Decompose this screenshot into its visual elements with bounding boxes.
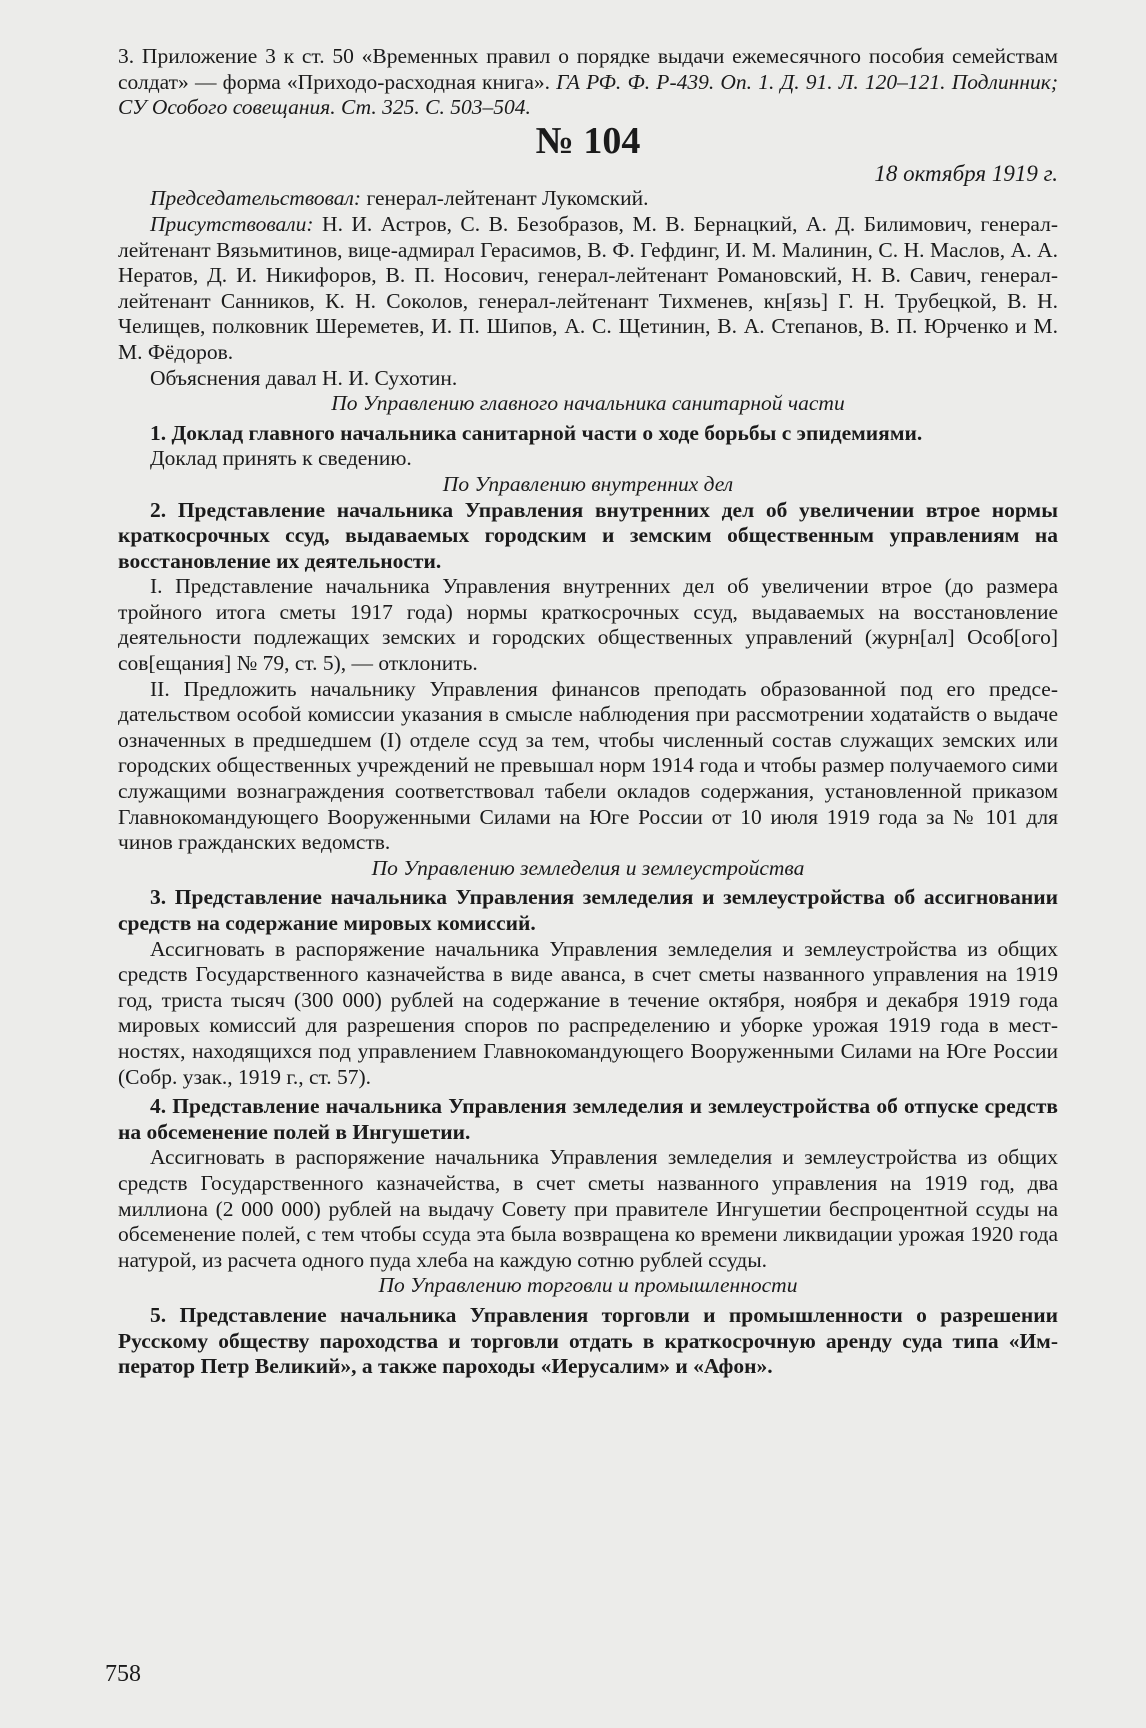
item-2-paragraph-1: I. Представление начальника Управления внутренних дел об увеличении втрое (до размера тройного итога сметы 1917 года) нормы краткосрочных ссуд, выдаваемых на восстановление деятельности подлежащих земских и городских общественных управлений (журн[ал] Особ[ого] сов[ещания] № 79, ст. 5), — отклонить. — [118, 574, 1058, 676]
chair-line — [118, 186, 1058, 212]
section-title-sanitary: По Управлению главного начальника санитарной части — [331, 391, 845, 416]
present-list — [118, 212, 1058, 366]
explanations-line: Объяснения давал Н. И. Сухотин. — [150, 365, 458, 390]
present-value: Н. И. Астров, С. В. Безобразов, М. В. Бернацкий, А. Д. Билимович, генерал-лейтенант Вязьмитинов, вице-адмирал Герасимов, В. Ф. Гефдинг, И. М. Малинин, С. Н. Маслов, А. А. Нератов, Д. И. Никифоров, В. П. Носович, генерал-лейтенант Романовский, Н. В. Савич, генерал-лейтенант Санников, К. Н. Соколов, генерал-лейтенант Тихменев, кн[язь] Г. Н. Трубецкой, В. Н. Челищев, полковник Шереметев, И. П. Шипов, А. С. Щетинин, В. А. Степанов, В. П. Юрченко и М. М. Фёдоров. — [118, 211, 1058, 364]
chair-label: Председательствовал: — [150, 186, 362, 211]
section-title-agriculture: По Управлению земледелия и землеустройства — [371, 855, 805, 880]
chair-value: генерал-лейтенант Лукомский. — [361, 186, 649, 211]
footnote-source: ГА РФ. Ф. Р-439. Оп. 1. Д. 91. Л. 120–121. Подлинник; СУ Особого совещания. Ст. 325. С. 503–504. — [118, 69, 1058, 120]
page-number: 758 — [105, 1661, 141, 1687]
item-4-heading: 4. Представление начальника Управления земледелия и землеустройства об отпуске средств на обсеменение полей в Ингушетии. — [118, 1094, 1058, 1144]
item-2-paragraph-2: II. Предложить начальнику Управления финансов преподать образованной под его председательством особой комиссии указания в смысле наблюдения при рассмотрении ходатайств о выдаче означенных в предшедшем (I) отделе ссуд за тем, чтобы численный состав служащих земских или городских общественных учреждений не превышал норм 1914 года и чтобы размер получаемого сими служащими вознаграждения соответствовал табели окладов содержания, установленной приказом Главнокомандующего Вооруженными Силами на Юге России от 10 июля 1919 года за № 101 для чинов гражданских ведомств. — [118, 676, 1058, 855]
present-label: Присутствовали: — [150, 211, 314, 236]
item-1-heading: 1. Доклад главного начальника санитарной части о ходе борьбы с эпидемиями. — [150, 420, 923, 445]
section-title-interior: По Управлению внутренних дел — [442, 471, 734, 496]
document-date: 18 октября 1919 г. — [874, 160, 1058, 186]
item-1-text: Доклад принять к сведению. — [150, 446, 412, 471]
page-content — [118, 44, 1058, 1380]
document-number: № 104 — [535, 119, 641, 162]
item-2-heading: 2. Представление начальника Управления внутренних дел об увеличении втрое нормы краткосрочных ссуд, выдаваемых городским и земским общественным управлениям на восстановление их деятельности. — [118, 497, 1058, 573]
section-title-trade: По Управлению торговли и промышленности — [378, 1273, 798, 1298]
footnote-text: 3. Приложение 3 к ст. 50 «Временных правил о порядке выдачи ежемесячного пособия семействам солдат» — форма «Приходо-расходная книга». — [118, 44, 1058, 94]
item-4-text: Ассигновать в распоряжение начальника Управления земледелия и землеустройства из общих средств Государственного казначейства, в счет сметы названного управления на 1919 год, два миллиона (2 000 000) рублей на выдачу Совету при правителе Ингушетии беспроцентной ссуды на обсеменение полей, с тем чтобы ссуда эта была возвращена ко времени ликвидации урожая 1920 года натурой, из расчета одного пуда хлеба на каждую сотню рублей ссуды. — [118, 1145, 1058, 1272]
item-3-text: Ассигновать в распоряжение начальника Управления земледелия и землеустройства из общих средств Государственного казначейства в виде аванса, в счет сметы названного управления на 1919 год, триста тысяч (300 000) рублей на содержание в течение октября, ноября и декабря 1919 года мировых комиссий для разрешения споров по распределению и уборке урожая 1919 года в местностях, находящихся под управлением Главнокомандующего Вооруженными Силами на Юге России (Собр. узак., 1919 г., ст. 57). — [118, 936, 1058, 1089]
footnote — [118, 44, 1058, 121]
item-3-heading: 3. Представление начальника Управления земледелия и землеустройства об ассигновании средств на содержание мировых комиссий. — [118, 885, 1058, 935]
item-5-heading: 5. Представление начальника Управления торговли и промышленности о разрешении Русскому обществу пароходства и торговли отдать в краткосрочную аренду суда типа «Император Петр Великий», а также пароходы «Иерусалим» и «Афон». — [118, 1302, 1058, 1379]
